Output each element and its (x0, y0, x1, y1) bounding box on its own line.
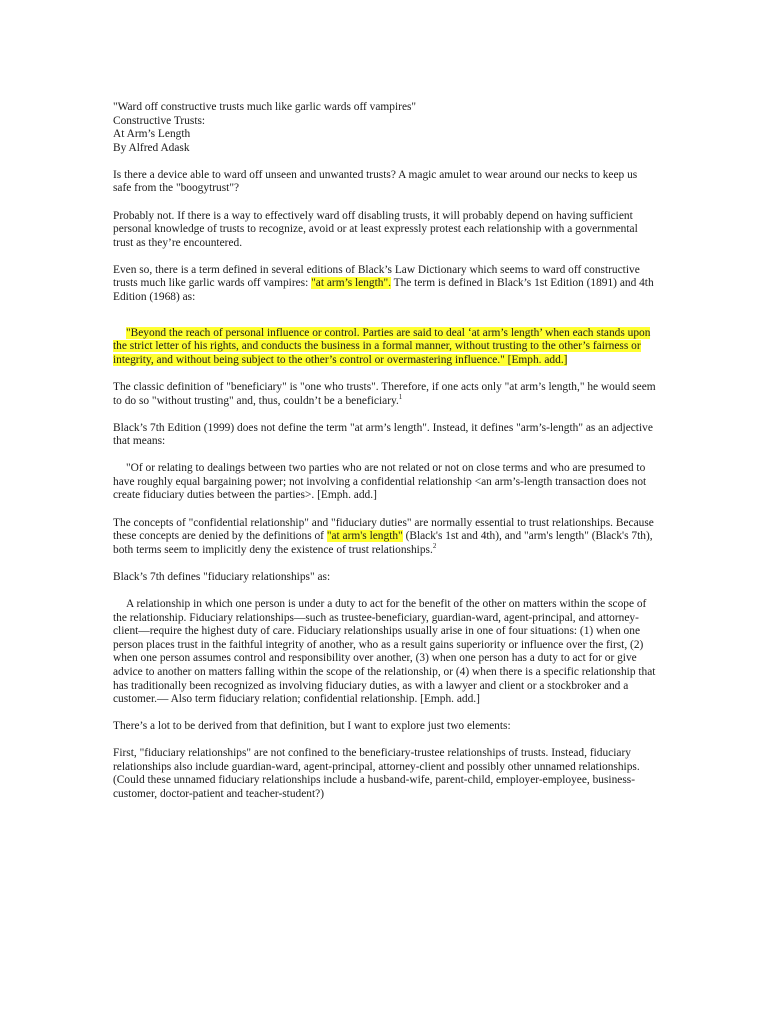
footnote-ref-2[interactable]: 2 (432, 541, 437, 550)
paragraph-even-so (113, 264, 658, 305)
paragraph-first: First, "fiduciary relationships" are not confined to the beneficiary-trustee relationships of trusts. Instead, fiduciary relationships also include guardian-ward, agent-principal, attorney-client and possibly other unnamed relationships. (Could these unnamed fiduciary relationships include a husband-wife, parent-child, employer-employee, business-customer, doctor-patient and teacher-student?) (113, 747, 640, 801)
article-title: At Arm’s Length (113, 128, 191, 141)
subject-line: Constructive Trusts: (113, 114, 206, 127)
text-segment: The term is defined in Black’s 1st Edition (1891) and 4th Edition (1968) as: (113, 277, 654, 304)
highlighted-term: "at arm's length" (326, 530, 403, 543)
highlighted-term: "at arm’s length". (311, 277, 391, 290)
block-quote-arms-length: "Of or relating to dealings between two parties who are not related or not on close terms and who are presumed to have roughly equal bargaining power; not involving a confidential relationship <an arm’s-length transaction does not create fiduciary duties between the parties>. [Emph. add.] (113, 462, 647, 502)
text-segment: The concepts of "confidential relationship" and "fiduciary duties" are normally essential to trust relationships. Because these concepts are denied by the definitions of (113, 516, 654, 543)
quote-title: "Ward off constructive trusts much like garlic wards off vampires" (113, 101, 417, 113)
byline: By Alfred Adask (113, 141, 190, 154)
highlighted-quote: "Beyond the reach of personal influence or control. Parties are said to deal ‘at arm’s length’ when each stands upon the strict letter of his rights, and conducts the business in a formal manner, without trusting to the other’s fairness or integrity, and without being subject to the other’s control or overmastering influence." [Emph. add.] (113, 326, 651, 366)
paragraph-beneficiary (113, 381, 658, 408)
text-segment: The classic definition of "beneficiary" is "one who trusts". Therefore, if one acts only "at arm’s length," he would seem to do so "without trusting" and, thus, couldn’t be a beneficiary. (113, 380, 656, 407)
block-quote-fiduciary: A relationship in which one person is under a duty to act for the benefit of the other on matters within the scope of the relationship. Fiduciary relationships—such as trustee-beneficiary, guardian-ward, agent-principal, and attorney-client—require the highest duty of care. Fiduciary relationships usually arise in one of four situations: (1) when one person places trust in the faithful integrity of another, who as a result gains superiority or influence over the first, (2) when one person assumes control and responsibility over another, (3) when one person has a duty to act for or give advice to another on matters falling within the scope of the relationship, or (4) when there is a specific relationship that has traditionally been recognized as involving fiduciary duties, as with a lawyer and client or a stockbroker and a customer.— Also term fiduciary relation; confidential relationship. [Emph. add.] (113, 597, 656, 706)
document-page (113, 101, 658, 815)
block-quote-blacks-1st-4th (113, 327, 658, 368)
paragraph-concepts (113, 517, 658, 558)
paragraph-derived: There’s a lot to be derived from that definition, but I want to explore just two elements: (113, 720, 511, 733)
footnote-ref-1[interactable]: 1 (398, 392, 403, 401)
paragraph-fiduciary-defines: Black’s 7th defines "fiduciary relationships" as: (113, 570, 331, 583)
text-segment: Even so, there is a term defined in several editions of Black’s Law Dictionary which seems to ward off constructive trusts much like garlic wards off vampires: (113, 263, 640, 290)
text-segment: (Black's 1st and 4th), and "arm's length" (Black's 7th), both terms seem to implicitly deny the existence of trust relationships. (113, 530, 653, 556)
document-header (113, 101, 658, 155)
paragraph-blacks-7th: Black’s 7th Edition (1999) does not define the term "at arm’s length". Instead, it defines "arm’s-length" as an adjective that means: (113, 421, 653, 448)
paragraph-probably-not: Probably not. If there is a way to effectively ward off disabling trusts, it will probably depend on having sufficient personal knowledge of trusts to recognize, avoid or at least expressly protest each relationship with a governmental trust as they’re encountered. (113, 209, 638, 249)
paragraph-intro: Is there a device able to ward off unseen and unwanted trusts? A magic amulet to wear around our necks to keep us safe from the "boogytrust"? (113, 168, 638, 195)
